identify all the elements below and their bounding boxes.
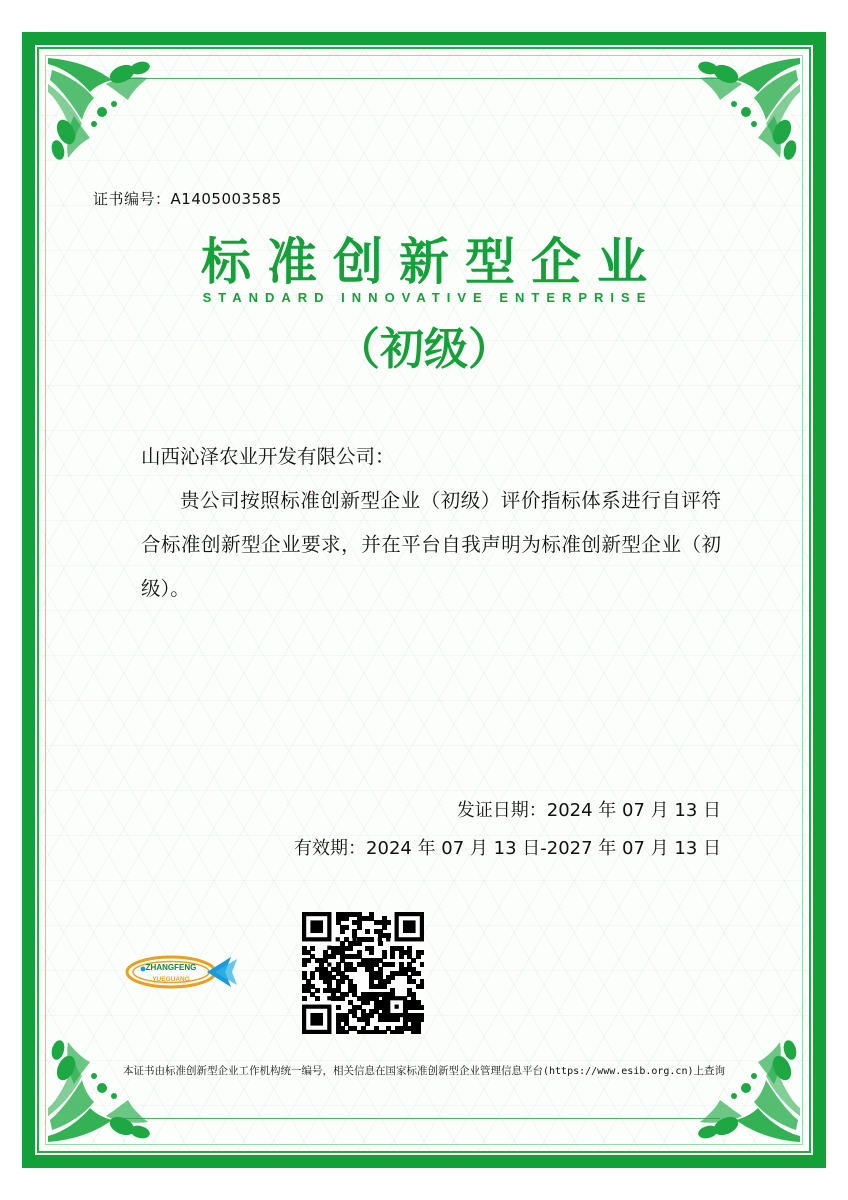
certificate-statement: 贵公司按照标准创新型企业（初级）评价指标体系进行自评符合标准创新型企业要求，并在平台自我声明为标准创新型企业（初级）。 — [141, 489, 721, 600]
certificate-number-label: 证书编号： — [93, 190, 171, 208]
svg-text:ZHANGFENG: ZHANGFENG — [145, 963, 197, 972]
certificate-content — [37, 47, 811, 1153]
certificate-footnote — [74, 1063, 774, 1078]
footnote-prefix: 本证书由标准创新型企业工作机构统一编号，相关信息在国家标准创新型企业管理信息平台 — [122, 1065, 543, 1077]
svg-text:YUEGUANG: YUEGUANG — [152, 976, 190, 983]
certificate-body — [141, 435, 721, 611]
certificate-number — [93, 188, 282, 209]
certificate-title-cn: 标准创新型企业 — [201, 233, 663, 291]
certificate-dates — [141, 792, 721, 868]
recipient-company-name: 山西沁泽农业开发有限公司： — [141, 445, 395, 468]
verification-qr-code — [302, 912, 424, 1034]
organization-logo — [119, 942, 251, 998]
valid-period: 有效期：2024 年 07 月 13 日-2027 年 07 月 13 日 — [294, 838, 721, 859]
verification-url: (https://www.esib.org.cn) — [542, 1066, 694, 1077]
footnote-suffix: 上查询 — [693, 1065, 725, 1077]
certificate-level: （初级） — [336, 324, 512, 375]
certificate-title-en: STANDARD INNOVATIVE ENTERPRISE — [202, 290, 653, 305]
certificate-number-value: A1405003585 — [170, 190, 282, 208]
issue-date: 发证日期：2024 年 07 月 13 日 — [456, 800, 721, 821]
